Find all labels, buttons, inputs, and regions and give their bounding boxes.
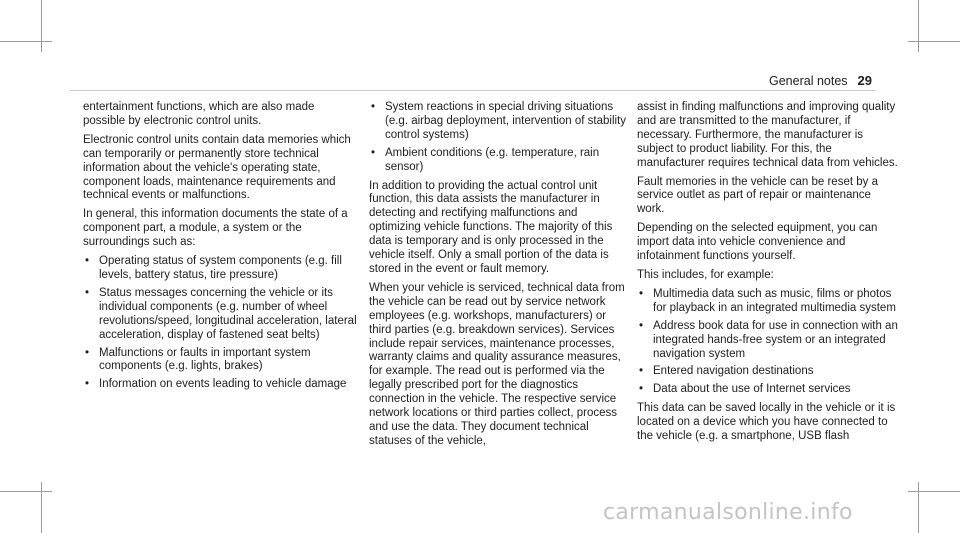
paragraph: When your vehicle is serviced, technical data from the vehicle can be read out by service network employees (e.g. workshops, manufacturers) or third parties (e.g. breakdown services). Services include repair services, maintenance processes, warranty claims and quality assurance measures, for example. The read out is performed via the legally prescribed port for the diagnostics connection in the vehicle. The respective service network locations or third parties collect, process and use the data. They document technical statuses of the vehicle, [369,281,625,447]
bullet-icon: • [639,287,644,300]
bullet-list [369,101,631,175]
column-2 [369,101,631,454]
crop-mark [0,41,52,42]
bullet-icon: • [371,101,376,113]
crop-mark [0,491,52,492]
crop-mark [918,0,919,52]
list-item: • Status messages concerning the vehicle or its individual components (e.g. number of wheel revolutions/speed, longitudinal acceleration, lateral acceleration, display of fastened seat belts) [85,286,357,341]
bullet-list [637,288,899,397]
list-item: • Operating status of system components (e.g. fill levels, battery status, tire pressure) [85,255,342,281]
header-title: General notes [769,74,848,88]
paragraph: This includes, for example: [637,268,774,281]
list-item: • Entered navigation destinations [639,365,814,378]
crop-mark [908,491,960,492]
bullet-icon: • [371,146,376,159]
bullet-icon: • [85,378,90,391]
crop-mark [41,482,42,533]
column-1 [83,101,358,397]
column-3 [637,101,899,449]
bullet-icon: • [639,365,644,378]
paragraph: This data can be saved locally in the vehicle or it is located on a device which you have connected to the vehicle (e.g. a smartphone, USB flash [637,402,896,443]
list-item: • Ambient conditions (e.g. temperature, rain sensor) [371,146,600,173]
paragraph: entertainment functions, which are also made possible by electronic control units. [83,101,315,127]
list-item: • Address book data for use in connection with an integrated hands-free system or an integrated navigation system [639,319,898,360]
crop-mark [41,0,42,52]
bullet-icon: • [85,286,90,299]
list-item: • Data about the use of Internet services [639,383,851,396]
paragraph: Fault memories in the vehicle can be reset by a service outlet as part of repair or maintenance work. [637,175,878,216]
paragraph: In addition to providing the actual control unit function, this data assists the manufacturer in detecting and rectifying malfunctions and optimizing vehicle functions. The majority of this data is temporary and is only processed in the vehicle itself. Only a small portion of the data is stored in the event or fault memory. [369,179,613,275]
watermark: carmanualsonline.info [603,500,853,525]
paragraph: In general, this information documents the state of a component part, a module, a system or the surroundings such as: [83,208,348,249]
bullet-list [83,255,358,392]
list-item: • Information on events leading to vehicle damage [85,378,347,391]
list-item: • System reactions in special driving situations (e.g. airbag deployment, intervention of stability control systems) [371,101,626,141]
bullet-icon: • [639,319,644,332]
list-item: • Multimedia data such as music, films or photos for playback in an integrated multimedia system [639,287,896,314]
crop-mark [918,482,919,533]
bullet-icon: • [85,255,90,268]
header-divider [70,90,876,91]
bullet-icon: • [639,383,644,396]
bullet-icon: • [85,346,90,359]
paragraph: Depending on the selected equipment, you can import data into vehicle convenience and infotainment functions yourself. [637,222,878,263]
page-header [769,73,872,88]
page-number: 29 [857,73,872,88]
list-item: • Malfunctions or faults in important system components (e.g. lights, brakes) [85,346,311,373]
paragraph: assist in finding malfunctions and improving quality and are transmitted to the manufacturer, if necessary. Furthermore, the manufacturer is subject to product liability. For this, the manufacturer requires technical data from vehicles. [637,101,898,169]
paragraph: Electronic control units contain data memories which can temporarily or permanently store technical information about the vehicle's operating state, component loads, maintenance requirements and technical events or malfunctions. [83,133,351,202]
crop-mark [908,41,960,42]
